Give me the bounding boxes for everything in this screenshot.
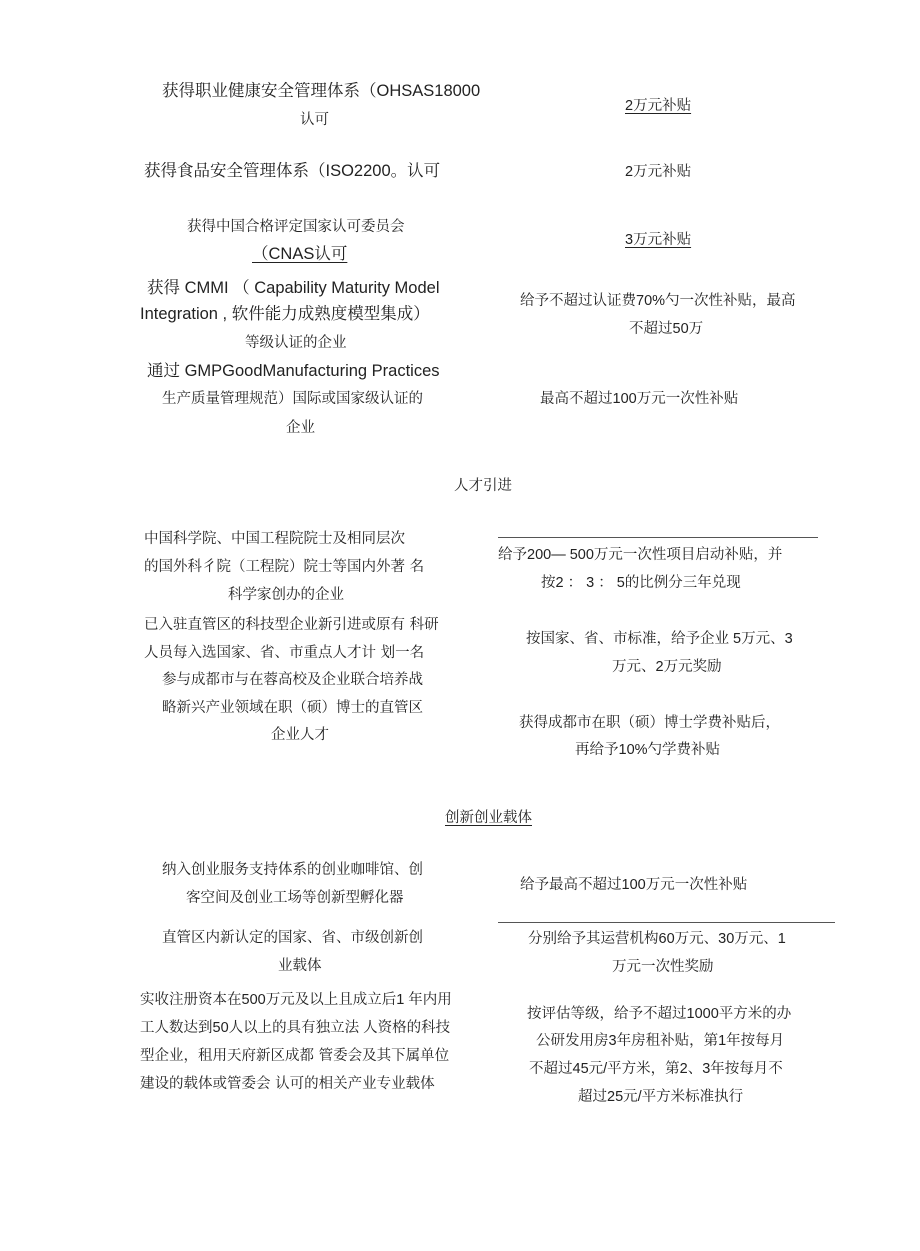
talent-2-subsidy-line-1: 按国家、省、市标准，给予企业 5万元、3: [526, 631, 793, 647]
talent-2-left-line-1: 已入驻直管区的科技型企业新引进或原有 科研: [144, 617, 439, 633]
cert-2-left-line-1: 获得食品安全管理体系（ISO2200。认可: [144, 162, 441, 180]
innovation-1-subsidy: 给予最高不超过100万元一次性补贴: [520, 877, 748, 893]
talent-section-heading: 人才引进: [454, 478, 512, 494]
talent-3-left-line-3: 企业人才: [271, 727, 329, 743]
talent-1-subsidy-line-2: 按2 ： 3 ： 5的比例分三年兑现: [541, 575, 741, 591]
innovation-3-left-line-3: 型企业，租用天府新区成都 管委会及其下属单位: [140, 1048, 450, 1064]
talent-1-left-line-2: 的国外科彳院（工程院）院士等国内外著 名: [144, 559, 425, 575]
cert-5-subsidy: 最高不超过100万元一次性补贴: [540, 391, 739, 407]
talent-2-left-line-2: 人员每入选国家、省、市重点人才计 划一名: [144, 645, 425, 661]
talent-1-subsidy-line-1: 给予200— 500万元一次性项目启动补贴，并: [498, 547, 783, 563]
innovation-2-left-line-2: 业载体: [278, 958, 322, 974]
innovation-3-subsidy-line-4: 超过25元/平方米标准执行: [578, 1089, 744, 1105]
talent-3-subsidy-line-2: 再给予10%勺学费补贴: [575, 742, 721, 758]
cert-4-left-line-2: Integration , 软件能力成熟度模型集成）: [140, 305, 430, 323]
cert-1-left-line-1: 获得职业健康安全管理体系（OHSAS18000: [162, 82, 481, 100]
innovation-1-left-line-1: 纳入创业服务支持体系的创业咖啡馆、创: [162, 862, 423, 878]
cert-5-left-line-3: 企业: [286, 420, 315, 436]
innovation-1-left-line-2: 客空间及创业工场等创新型孵化器: [186, 890, 404, 906]
cert-2-subsidy: 2万元补贴: [625, 164, 692, 180]
cert-1-subsidy: 2万元补贴: [625, 98, 692, 114]
talent-1-left-line-1: 中国科学院、中国工程院院士及相同层次: [144, 531, 405, 547]
cert-3-subsidy: 3万元补贴: [625, 232, 692, 248]
cert-3-left-line-2: （CNAS认可: [252, 245, 348, 263]
innovation-divider: [498, 922, 835, 923]
talent-3-left-line-1: 参与成都市与在蓉高校及企业联合培养战: [162, 672, 423, 688]
innovation-3-subsidy-line-1: 按评估等级，给予不超过1000平方米的办: [527, 1006, 792, 1022]
innovation-3-left-line-1: 实收注册资本在500万元及以上且成立后1 年内用: [140, 992, 452, 1008]
cert-4-left-line-1: 获得 CMMI （ Capability Maturity Model: [147, 279, 440, 297]
cert-3-left-line-1: 获得中国合格评定国家认可委员会: [187, 219, 405, 235]
talent-3-left-line-2: 略新兴产业领域在职（硕）博士的直管区: [162, 700, 423, 716]
innovation-section-heading: 创新创业载体: [445, 810, 532, 826]
talent-divider: [498, 537, 818, 538]
cert-1-left-line-2: 认可: [300, 112, 329, 128]
talent-1-left-line-3: 科学家创办的企业: [228, 587, 344, 603]
innovation-3-left-line-4: 建设的载体或管委会 认可的相关产业专业载体: [140, 1076, 435, 1092]
innovation-2-subsidy-line-1: 分别给予其运营机构60万元、30万元、1: [528, 931, 786, 947]
innovation-3-subsidy-line-2: 公研发用房3年房租补贴，第1年按每月: [536, 1033, 785, 1049]
innovation-2-left-line-1: 直管区内新认定的国家、省、市级创新创: [162, 930, 423, 946]
talent-2-subsidy-line-2: 万元、2万元奖励: [612, 659, 722, 675]
innovation-3-left-line-2: 工人数达到50人以上的具有独立法 人资格的科技: [140, 1020, 451, 1036]
innovation-3-subsidy-line-3: 不超过45元/平方米，第2、3年按每月不: [529, 1061, 783, 1077]
cert-5-left-line-2: 生产质量管理规范）国际或国家级认证的: [162, 391, 423, 407]
cert-5-left-line-1: 通过 GMPGoodManufacturing Practices: [147, 362, 440, 380]
cert-4-left-line-3: 等级认证的企业: [245, 335, 347, 351]
innovation-2-subsidy-line-2: 万元一次性奖励: [612, 959, 714, 975]
cert-4-subsidy-line-2: 不超过50万: [629, 321, 704, 337]
talent-3-subsidy-line-1: 获得成都市在职（硕）博士学费补贴后，: [519, 715, 780, 731]
cert-4-subsidy-line-1: 给予不超过认证费70%勺一次性补贴，最高: [520, 293, 796, 309]
